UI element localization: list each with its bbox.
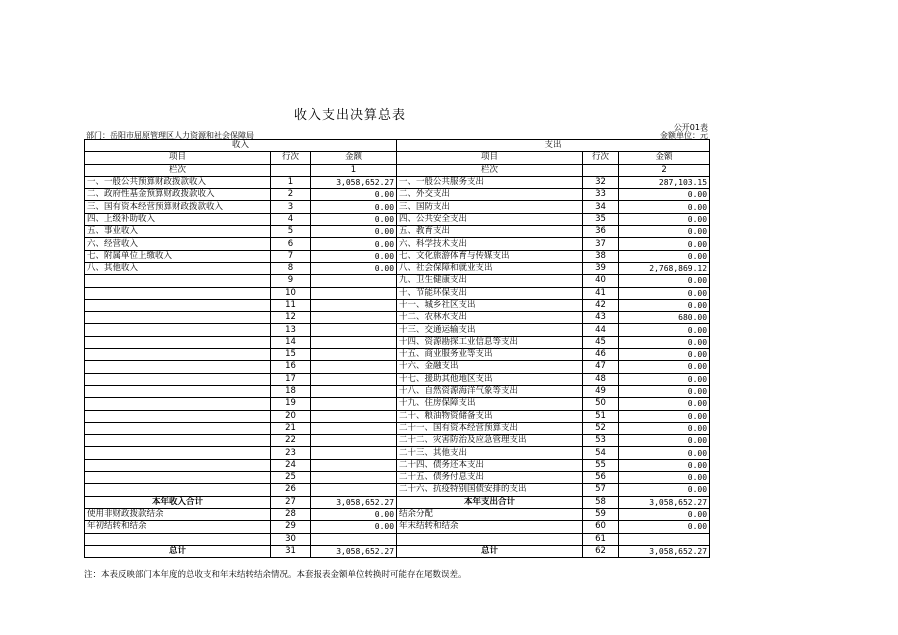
expense-amount-cell: 287,103.15 <box>619 176 710 188</box>
expense-amount-cell: 0.00 <box>619 459 710 471</box>
expense-item-cell: 十一、城乡社区支出 <box>397 299 583 311</box>
table-row <box>85 299 710 311</box>
expense-item-header: 项目 <box>397 152 583 164</box>
expense-item-cell: 二十三、其他支出 <box>397 447 583 459</box>
income-item-cell <box>85 447 271 459</box>
table-row <box>85 385 710 397</box>
income-rownum-cell: 27 <box>271 496 311 508</box>
income-rownum-cell: 12 <box>271 312 311 324</box>
expense-rownum-cell: 33 <box>583 189 619 201</box>
expense-lanci-empty <box>583 164 619 176</box>
amount-unit: 金额单位：元 <box>660 131 708 140</box>
expense-rownum-cell: 49 <box>583 385 619 397</box>
expense-amount-cell: 0.00 <box>619 299 710 311</box>
income-amount-cell: 3,058,652.27 <box>311 176 397 188</box>
income-amount-cell <box>311 533 397 545</box>
income-rownum-cell: 11 <box>271 299 311 311</box>
expense-rownum-cell: 44 <box>583 324 619 336</box>
income-item-cell <box>85 410 271 422</box>
summary-table <box>84 139 710 558</box>
income-amount-cell <box>311 287 397 299</box>
expense-amount-cell: 0.00 <box>619 410 710 422</box>
income-amount-cell: 0.00 <box>311 189 397 201</box>
income-item-cell <box>85 336 271 348</box>
expense-amount-cell: 0.00 <box>619 508 710 520</box>
table-row <box>85 398 710 410</box>
income-rownum-cell: 25 <box>271 472 311 484</box>
income-col-index: 1 <box>311 164 397 176</box>
income-rownum-cell: 10 <box>271 287 311 299</box>
income-amount-cell <box>311 324 397 336</box>
expense-rownum-cell: 57 <box>583 484 619 496</box>
expense-item-cell: 七、文化旅游体育与传媒支出 <box>397 250 583 262</box>
expense-item-cell: 四、公共安全支出 <box>397 213 583 225</box>
expense-amount-cell: 0.00 <box>619 189 710 201</box>
expense-amount-cell: 0.00 <box>619 287 710 299</box>
income-rownum-cell: 5 <box>271 226 311 238</box>
expense-rownum-cell: 35 <box>583 213 619 225</box>
expense-rownum-cell: 47 <box>583 361 619 373</box>
income-item-cell: 年初结转和结余 <box>85 521 271 533</box>
income-item-cell: 本年收入合计 <box>85 496 271 508</box>
income-amount-cell: 0.00 <box>311 262 397 274</box>
income-rownum-cell: 9 <box>271 275 311 287</box>
expense-item-cell: 十九、住房保障支出 <box>397 398 583 410</box>
income-rownum-cell: 31 <box>271 545 311 557</box>
expense-rownum-cell: 52 <box>583 422 619 434</box>
expense-rownum-cell: 36 <box>583 226 619 238</box>
expense-item-cell: 二十五、债务付息支出 <box>397 472 583 484</box>
expense-item-cell: 十五、商业服务业等支出 <box>397 349 583 361</box>
expense-amount-cell: 0.00 <box>619 472 710 484</box>
income-rownum-cell: 29 <box>271 521 311 533</box>
expense-item-cell: 二十、粮油物资储备支出 <box>397 410 583 422</box>
expense-rownum-cell: 32 <box>583 176 619 188</box>
expense-rownum-cell: 48 <box>583 373 619 385</box>
income-rownum-cell: 20 <box>271 410 311 422</box>
table-row <box>85 213 710 225</box>
expense-rownum-cell: 55 <box>583 459 619 471</box>
income-amount-cell: 3,058,652.27 <box>311 545 397 557</box>
income-item-cell: 使用非财政拨款结余 <box>85 508 271 520</box>
expense-amount-cell <box>619 533 710 545</box>
income-amount-cell <box>311 398 397 410</box>
income-header: 收入 <box>85 140 397 152</box>
expense-rownum-cell: 54 <box>583 447 619 459</box>
expense-amount-cell: 0.00 <box>619 349 710 361</box>
income-item-cell: 总计 <box>85 545 271 557</box>
income-rownum-cell: 21 <box>271 422 311 434</box>
expense-amount-cell: 0.00 <box>619 250 710 262</box>
table-row <box>85 459 710 471</box>
income-amount-cell <box>311 472 397 484</box>
expense-amount-cell: 0.00 <box>619 201 710 213</box>
table-row <box>85 349 710 361</box>
expense-amount-cell: 0.00 <box>619 447 710 459</box>
table-row <box>85 496 710 508</box>
income-item-cell <box>85 299 271 311</box>
expense-item-cell: 年末结转和结余 <box>397 521 583 533</box>
expense-amount-cell: 0.00 <box>619 398 710 410</box>
table-row <box>85 262 710 274</box>
income-rownum-cell: 30 <box>271 533 311 545</box>
income-item-cell: 五、事业收入 <box>85 226 271 238</box>
expense-rownum-cell: 41 <box>583 287 619 299</box>
table-row <box>85 447 710 459</box>
footnote: 注：本表反映部门本年度的总收支和年末结转结余情况。本套报表金额单位转换时可能存在尾数误差。 <box>84 570 467 580</box>
expense-amount-cell: 0.00 <box>619 213 710 225</box>
expense-item-cell: 一、一般公共服务支出 <box>397 176 583 188</box>
income-rownum-cell: 1 <box>271 176 311 188</box>
expense-amount-cell: 3,058,652.27 <box>619 496 710 508</box>
table-row <box>85 275 710 287</box>
income-amount-header: 金额 <box>311 152 397 164</box>
report-title: 收入支出决算总表 <box>293 108 406 123</box>
income-rownum-cell: 13 <box>271 324 311 336</box>
expense-rownum-cell: 50 <box>583 398 619 410</box>
table-row <box>85 435 710 447</box>
expense-item-cell: 总计 <box>397 545 583 557</box>
income-amount-cell <box>311 385 397 397</box>
income-amount-cell <box>311 275 397 287</box>
income-amount-cell: 0.00 <box>311 521 397 533</box>
table-row <box>85 312 710 324</box>
expense-item-cell: 二十二、灾害防治及应急管理支出 <box>397 435 583 447</box>
income-amount-cell <box>311 373 397 385</box>
expense-item-cell: 十三、交通运输支出 <box>397 324 583 336</box>
expense-item-cell: 二十一、国有资本经营预算支出 <box>397 422 583 434</box>
table-row <box>85 287 710 299</box>
table-row <box>85 176 710 188</box>
table-row <box>85 508 710 520</box>
expense-rownum-cell: 58 <box>583 496 619 508</box>
income-amount-cell <box>311 447 397 459</box>
expense-item-cell: 十二、农林水支出 <box>397 312 583 324</box>
income-rownum-cell: 8 <box>271 262 311 274</box>
expense-item-cell: 十四、资源勘探工业信息等支出 <box>397 336 583 348</box>
header-row-lanci <box>85 164 710 176</box>
income-item-cell: 八、其他收入 <box>85 262 271 274</box>
department-label: 部门：岳阳市屈原管理区人力资源和社会保障局 <box>86 131 254 140</box>
income-item-cell: 七、附属单位上缴收入 <box>85 250 271 262</box>
income-rownum-cell: 23 <box>271 447 311 459</box>
expense-amount-cell: 0.00 <box>619 521 710 533</box>
expense-amount-cell: 0.00 <box>619 361 710 373</box>
expense-amount-cell: 0.00 <box>619 422 710 434</box>
income-amount-cell: 0.00 <box>311 226 397 238</box>
expense-rownum-cell: 60 <box>583 521 619 533</box>
income-rownum-cell: 22 <box>271 435 311 447</box>
income-item-cell: 二、政府性基金预算财政拨款收入 <box>85 189 271 201</box>
expense-item-cell: 本年支出合计 <box>397 496 583 508</box>
expense-rownum-cell: 45 <box>583 336 619 348</box>
expense-amount-cell: 0.00 <box>619 238 710 250</box>
expense-amount-cell: 680.00 <box>619 312 710 324</box>
expense-item-cell <box>397 533 583 545</box>
expense-amount-cell: 0.00 <box>619 373 710 385</box>
expense-col-index: 2 <box>619 164 710 176</box>
expense-rownum-cell: 62 <box>583 545 619 557</box>
income-amount-cell <box>311 361 397 373</box>
income-rownum-cell: 7 <box>271 250 311 262</box>
table-row <box>85 189 710 201</box>
table-row <box>85 422 710 434</box>
income-amount-cell: 3,058,652.27 <box>311 496 397 508</box>
expense-rownum-cell: 53 <box>583 435 619 447</box>
table-row <box>85 324 710 336</box>
expense-lanci-label: 栏次 <box>397 164 583 176</box>
income-item-cell: 一、一般公共预算财政拨款收入 <box>85 176 271 188</box>
income-rownum-cell: 3 <box>271 201 311 213</box>
income-item-cell <box>85 533 271 545</box>
income-item-cell <box>85 422 271 434</box>
header-row-columns <box>85 152 710 164</box>
expense-rownum-header: 行次 <box>583 152 619 164</box>
expense-amount-cell: 0.00 <box>619 324 710 336</box>
income-amount-cell <box>311 349 397 361</box>
table-row <box>85 373 710 385</box>
income-item-cell <box>85 324 271 336</box>
expense-item-cell: 六、科学技术支出 <box>397 238 583 250</box>
income-item-cell <box>85 275 271 287</box>
income-item-cell: 六、经营收入 <box>85 238 271 250</box>
expense-item-cell: 结余分配 <box>397 508 583 520</box>
income-amount-cell: 0.00 <box>311 201 397 213</box>
expense-item-cell: 二、外交支出 <box>397 189 583 201</box>
table-row <box>85 238 710 250</box>
expense-amount-header: 金额 <box>619 152 710 164</box>
expense-item-cell: 九、卫生健康支出 <box>397 275 583 287</box>
income-item-cell <box>85 472 271 484</box>
expense-amount-cell: 0.00 <box>619 336 710 348</box>
expense-rownum-cell: 46 <box>583 349 619 361</box>
table-row <box>85 250 710 262</box>
expense-amount-cell: 0.00 <box>619 484 710 496</box>
expense-rownum-cell: 61 <box>583 533 619 545</box>
income-amount-cell: 0.00 <box>311 238 397 250</box>
income-lanci-empty <box>271 164 311 176</box>
income-item-cell <box>85 373 271 385</box>
income-item-cell <box>85 287 271 299</box>
expense-rownum-cell: 51 <box>583 410 619 422</box>
income-amount-cell: 0.00 <box>311 250 397 262</box>
income-amount-cell <box>311 312 397 324</box>
expense-item-cell: 五、教育支出 <box>397 226 583 238</box>
income-amount-cell <box>311 336 397 348</box>
table-row <box>85 226 710 238</box>
expense-header: 支出 <box>397 140 710 152</box>
expense-item-cell: 二十六、抗疫特别国债安排的支出 <box>397 484 583 496</box>
table-row <box>85 545 710 557</box>
income-rownum-cell: 28 <box>271 508 311 520</box>
income-item-cell <box>85 361 271 373</box>
table-row <box>85 336 710 348</box>
expense-amount-cell: 0.00 <box>619 226 710 238</box>
expense-item-cell: 八、社会保障和就业支出 <box>397 262 583 274</box>
income-item-cell: 三、国有资本经营预算财政拨款收入 <box>85 201 271 213</box>
income-amount-cell <box>311 459 397 471</box>
table-row <box>85 521 710 533</box>
income-rownum-header: 行次 <box>271 152 311 164</box>
income-amount-cell <box>311 422 397 434</box>
income-amount-cell: 0.00 <box>311 213 397 225</box>
income-amount-cell <box>311 435 397 447</box>
income-rownum-cell: 16 <box>271 361 311 373</box>
expense-rownum-cell: 59 <box>583 508 619 520</box>
income-amount-cell <box>311 484 397 496</box>
income-amount-cell: 0.00 <box>311 508 397 520</box>
expense-item-cell: 三、国防支出 <box>397 201 583 213</box>
income-amount-cell <box>311 299 397 311</box>
income-rownum-cell: 19 <box>271 398 311 410</box>
expense-amount-cell: 0.00 <box>619 385 710 397</box>
income-rownum-cell: 17 <box>271 373 311 385</box>
expense-rownum-cell: 40 <box>583 275 619 287</box>
table-row <box>85 201 710 213</box>
form-code: 公开01表 <box>673 123 708 132</box>
income-rownum-cell: 4 <box>271 213 311 225</box>
table-row <box>85 410 710 422</box>
expense-rownum-cell: 43 <box>583 312 619 324</box>
expense-item-cell: 十、节能环保支出 <box>397 287 583 299</box>
income-item-cell <box>85 484 271 496</box>
expense-item-cell: 十六、金融支出 <box>397 361 583 373</box>
expense-rownum-cell: 56 <box>583 472 619 484</box>
header-row-sections <box>85 140 710 152</box>
table-row <box>85 361 710 373</box>
expense-rownum-cell: 37 <box>583 238 619 250</box>
income-item-cell <box>85 435 271 447</box>
expense-rownum-cell: 39 <box>583 262 619 274</box>
income-rownum-cell: 24 <box>271 459 311 471</box>
table-row <box>85 484 710 496</box>
income-rownum-cell: 2 <box>271 189 311 201</box>
income-item-cell <box>85 349 271 361</box>
income-rownum-cell: 18 <box>271 385 311 397</box>
expense-amount-cell: 0.00 <box>619 435 710 447</box>
expense-amount-cell: 3,058,652.27 <box>619 545 710 557</box>
income-item-cell <box>85 312 271 324</box>
income-rownum-cell: 26 <box>271 484 311 496</box>
income-item-cell <box>85 398 271 410</box>
expense-item-cell: 十八、自然资源海洋气象等支出 <box>397 385 583 397</box>
table-row <box>85 472 710 484</box>
income-rownum-cell: 15 <box>271 349 311 361</box>
income-item-header: 项目 <box>85 152 271 164</box>
income-lanci-label: 栏次 <box>85 164 271 176</box>
expense-item-cell: 二十四、债务还本支出 <box>397 459 583 471</box>
expense-amount-cell: 2,768,869.12 <box>619 262 710 274</box>
expense-amount-cell: 0.00 <box>619 275 710 287</box>
income-amount-cell <box>311 410 397 422</box>
income-item-cell: 四、上级补助收入 <box>85 213 271 225</box>
table-row <box>85 533 710 545</box>
income-item-cell <box>85 385 271 397</box>
expense-rownum-cell: 42 <box>583 299 619 311</box>
income-item-cell <box>85 459 271 471</box>
expense-rownum-cell: 38 <box>583 250 619 262</box>
income-rownum-cell: 6 <box>271 238 311 250</box>
expense-item-cell: 十七、援助其他地区支出 <box>397 373 583 385</box>
income-rownum-cell: 14 <box>271 336 311 348</box>
expense-rownum-cell: 34 <box>583 201 619 213</box>
